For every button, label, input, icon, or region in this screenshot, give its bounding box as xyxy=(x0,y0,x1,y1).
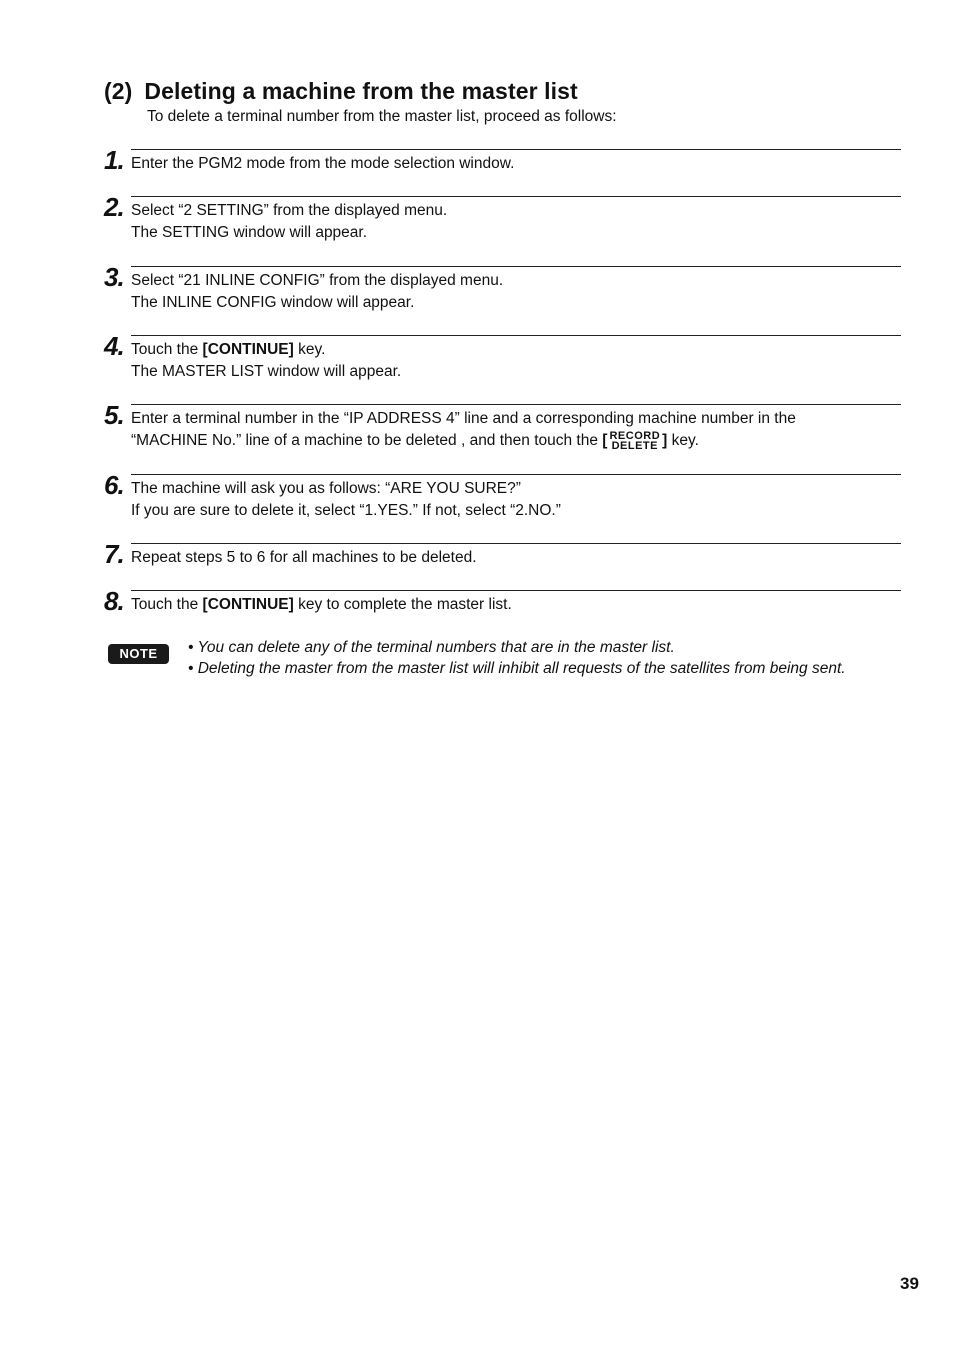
step-text xyxy=(131,200,447,244)
continue-key-label: [CONTINUE] xyxy=(202,596,294,613)
note-badge: NOTE xyxy=(108,644,169,664)
note-item: • Deleting the master from the master list will inhibit all requests of the satellites from being sent. xyxy=(188,660,846,677)
step-line: “MACHINE No.” line of a machine to be deleted , and then touch the [ RECORD DELETE ] key. xyxy=(131,430,699,452)
step-divider xyxy=(131,335,901,336)
step-divider xyxy=(131,149,901,150)
step-text xyxy=(131,408,796,452)
step-divider xyxy=(131,474,901,475)
step-line: Select “21 INLINE CONFIG” from the displayed menu. xyxy=(131,272,504,289)
step-line: Touch the [CONTINUE] key. xyxy=(131,341,326,358)
step-number: 5. xyxy=(104,400,124,430)
step-divider xyxy=(131,543,901,544)
record-delete-key-icon: RECORD DELETE xyxy=(609,430,661,452)
step-number: 3. xyxy=(104,262,124,292)
step-text xyxy=(131,153,514,175)
note-list xyxy=(188,637,846,679)
step-number: 4. xyxy=(104,331,124,361)
step-number: 2. xyxy=(104,192,124,222)
step-divider xyxy=(131,404,901,405)
section-title: Deleting a machine from the master list xyxy=(144,78,578,104)
step-divider xyxy=(131,590,901,591)
step-line: Enter a terminal number in the “IP ADDRESS 4” line and a corresponding machine number in the xyxy=(131,410,796,427)
step-line: The INLINE CONFIG window will appear. xyxy=(131,294,415,311)
section-number: (2) xyxy=(104,78,133,104)
step-text xyxy=(131,478,561,522)
step-line: If you are sure to delete it, select “1.YES.” If not, select “2.NO.” xyxy=(131,502,561,519)
step-line: Touch the [CONTINUE] key to complete the master list. xyxy=(131,596,512,613)
step-text xyxy=(131,547,477,569)
page-number: 39 xyxy=(900,1274,919,1293)
step-number: 8. xyxy=(104,586,124,616)
step-line: The SETTING window will appear. xyxy=(131,224,368,241)
step-number: 6. xyxy=(104,470,124,500)
step-text xyxy=(131,594,512,616)
step-number: 1. xyxy=(104,145,124,175)
section-intro: To delete a terminal number from the master list, proceed as follows: xyxy=(147,108,617,125)
step-divider xyxy=(131,266,901,267)
step-text xyxy=(131,339,401,383)
step-line: Repeat steps 5 to 6 for all machines to be deleted. xyxy=(131,549,477,566)
step-line: The MASTER LIST window will appear. xyxy=(131,363,402,380)
step-divider xyxy=(131,196,901,197)
step-number: 7. xyxy=(104,539,124,569)
section-heading xyxy=(104,78,578,105)
step-line: The machine will ask you as follows: “ARE YOU SURE?” xyxy=(131,480,521,497)
step-line: Select “2 SETTING” from the displayed menu. xyxy=(131,202,448,219)
step-text xyxy=(131,270,503,314)
continue-key-label: [CONTINUE] xyxy=(202,341,294,358)
step-line: Enter the PGM2 mode from the mode selection window. xyxy=(131,155,515,172)
note-item: • You can delete any of the terminal numbers that are in the master list. xyxy=(188,639,675,656)
